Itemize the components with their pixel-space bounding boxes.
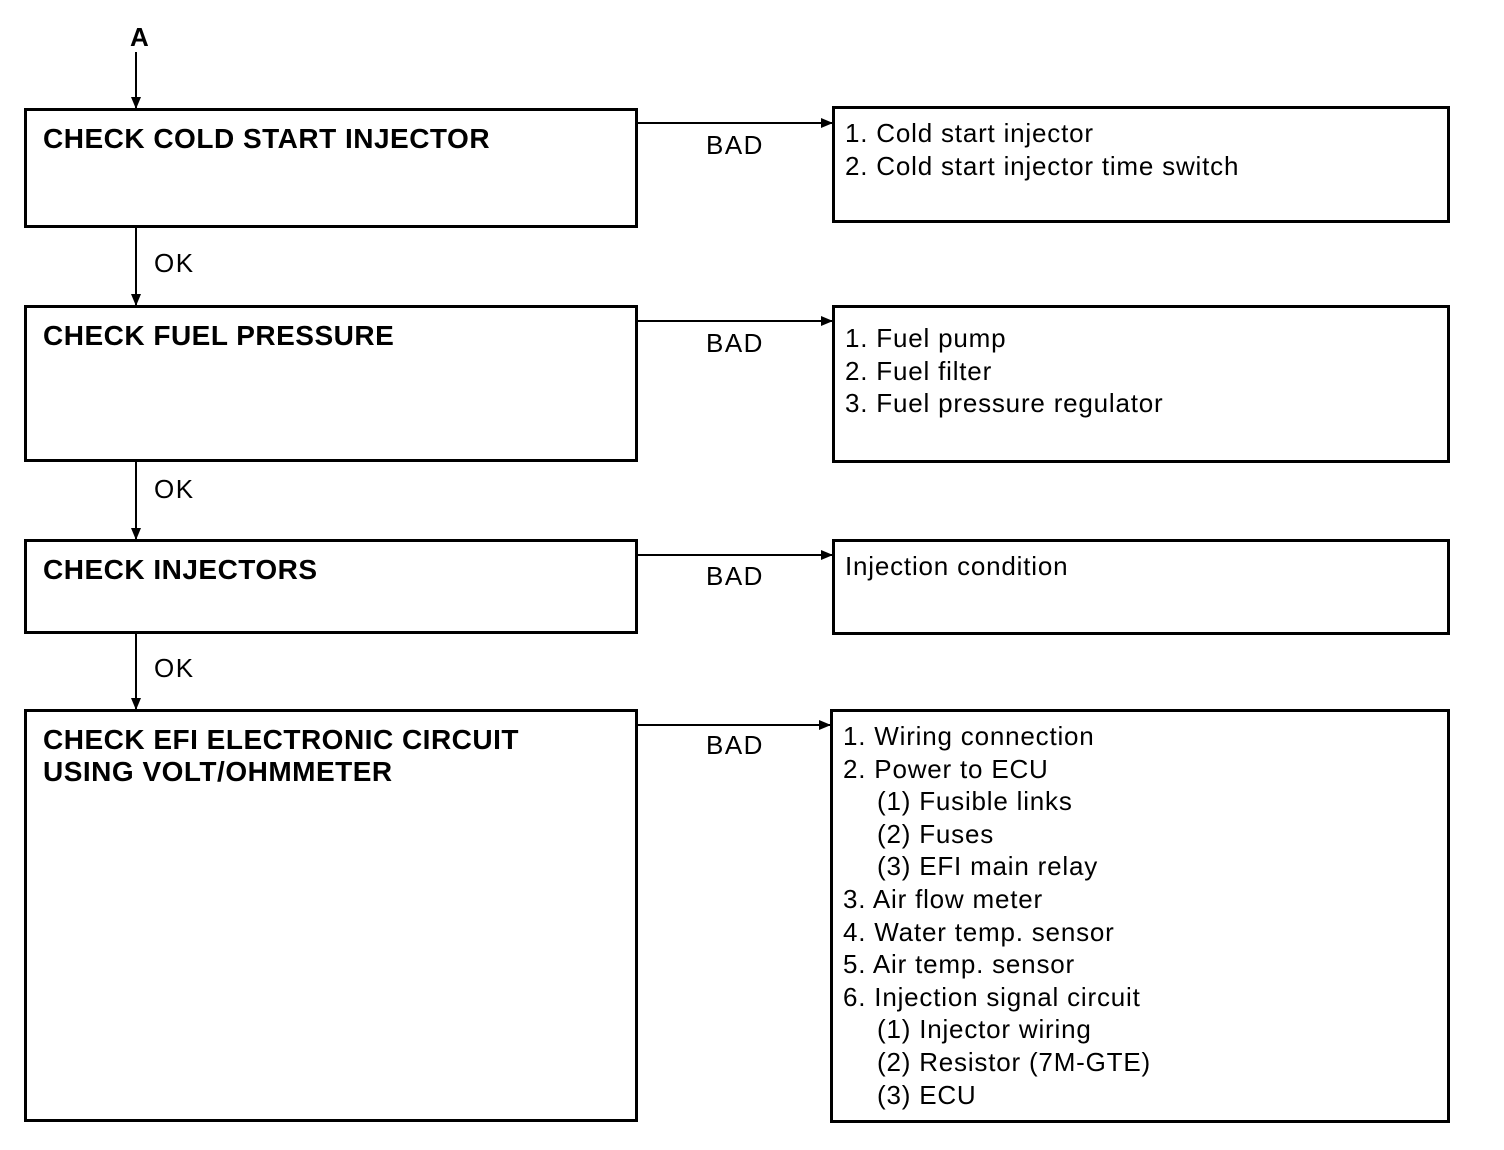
check-step-title: [43, 320, 394, 352]
cause-item: Injection condition: [845, 551, 1069, 581]
check-step-box: [24, 305, 638, 462]
check-step-box: [24, 108, 638, 228]
cause-subitem: (2) Resistor (7M-GTE): [877, 1046, 1151, 1077]
cause-item: 2. Power to ECU: [843, 753, 1049, 784]
possible-causes-box: [832, 106, 1450, 223]
cause-item: 1. Fuel pump: [845, 323, 1007, 353]
bad-label: BAD: [706, 730, 764, 760]
cause-item: 1. Wiring connection: [843, 721, 1095, 751]
cause-subitem: (2) Fuses: [877, 818, 995, 849]
check-step-title-line: CHECK EFI ELECTRONIC CIRCUIT: [43, 724, 519, 755]
possible-causes-list: [843, 720, 1151, 1111]
cause-item: 3. Air flow meter: [843, 883, 1043, 914]
possible-causes-box: [830, 709, 1450, 1123]
check-step-title-line: USING VOLT/OHMMETER: [43, 756, 393, 787]
possible-causes-box: [832, 305, 1450, 463]
cause-item: 5. Air temp. sensor: [843, 949, 1075, 980]
cause-item: 2. Cold start injector time switch: [845, 150, 1240, 181]
check-step-title: [43, 554, 318, 586]
cause-item: 4. Water temp. sensor: [843, 916, 1115, 947]
cause-subitem: (1) Injector wiring: [877, 1014, 1092, 1045]
check-step-title: [43, 123, 490, 155]
bad-label: BAD: [706, 130, 764, 160]
possible-causes-box: [832, 539, 1450, 635]
check-step-box: [24, 539, 638, 634]
cause-subitem: (3) ECU: [877, 1079, 977, 1110]
cause-subitem: (3) EFI main relay: [877, 851, 1099, 882]
ok-label: OK: [154, 474, 195, 504]
entry-point-label: A: [130, 22, 149, 52]
check-step-title-line: CHECK COLD START INJECTOR: [43, 123, 491, 154]
bad-label: BAD: [706, 561, 764, 591]
possible-causes-list: [845, 322, 1164, 420]
cause-item: 2. Fuel filter: [845, 355, 993, 386]
check-step-title-line: CHECK INJECTORS: [43, 554, 318, 585]
ok-label: OK: [154, 248, 195, 278]
cause-subitem: (1) Fusible links: [877, 786, 1073, 817]
possible-causes-list: [845, 550, 1068, 583]
ok-label: OK: [154, 653, 195, 683]
cause-item: 1. Cold start injector: [845, 118, 1094, 148]
cause-item: 3. Fuel pressure regulator: [845, 388, 1164, 419]
possible-causes-list: [845, 117, 1239, 182]
check-step-title-line: CHECK FUEL PRESSURE: [43, 320, 395, 351]
bad-label: BAD: [706, 328, 764, 358]
check-step-title: [43, 724, 519, 788]
cause-item: 6. Injection signal circuit: [843, 981, 1141, 1012]
check-step-box: [24, 709, 638, 1122]
